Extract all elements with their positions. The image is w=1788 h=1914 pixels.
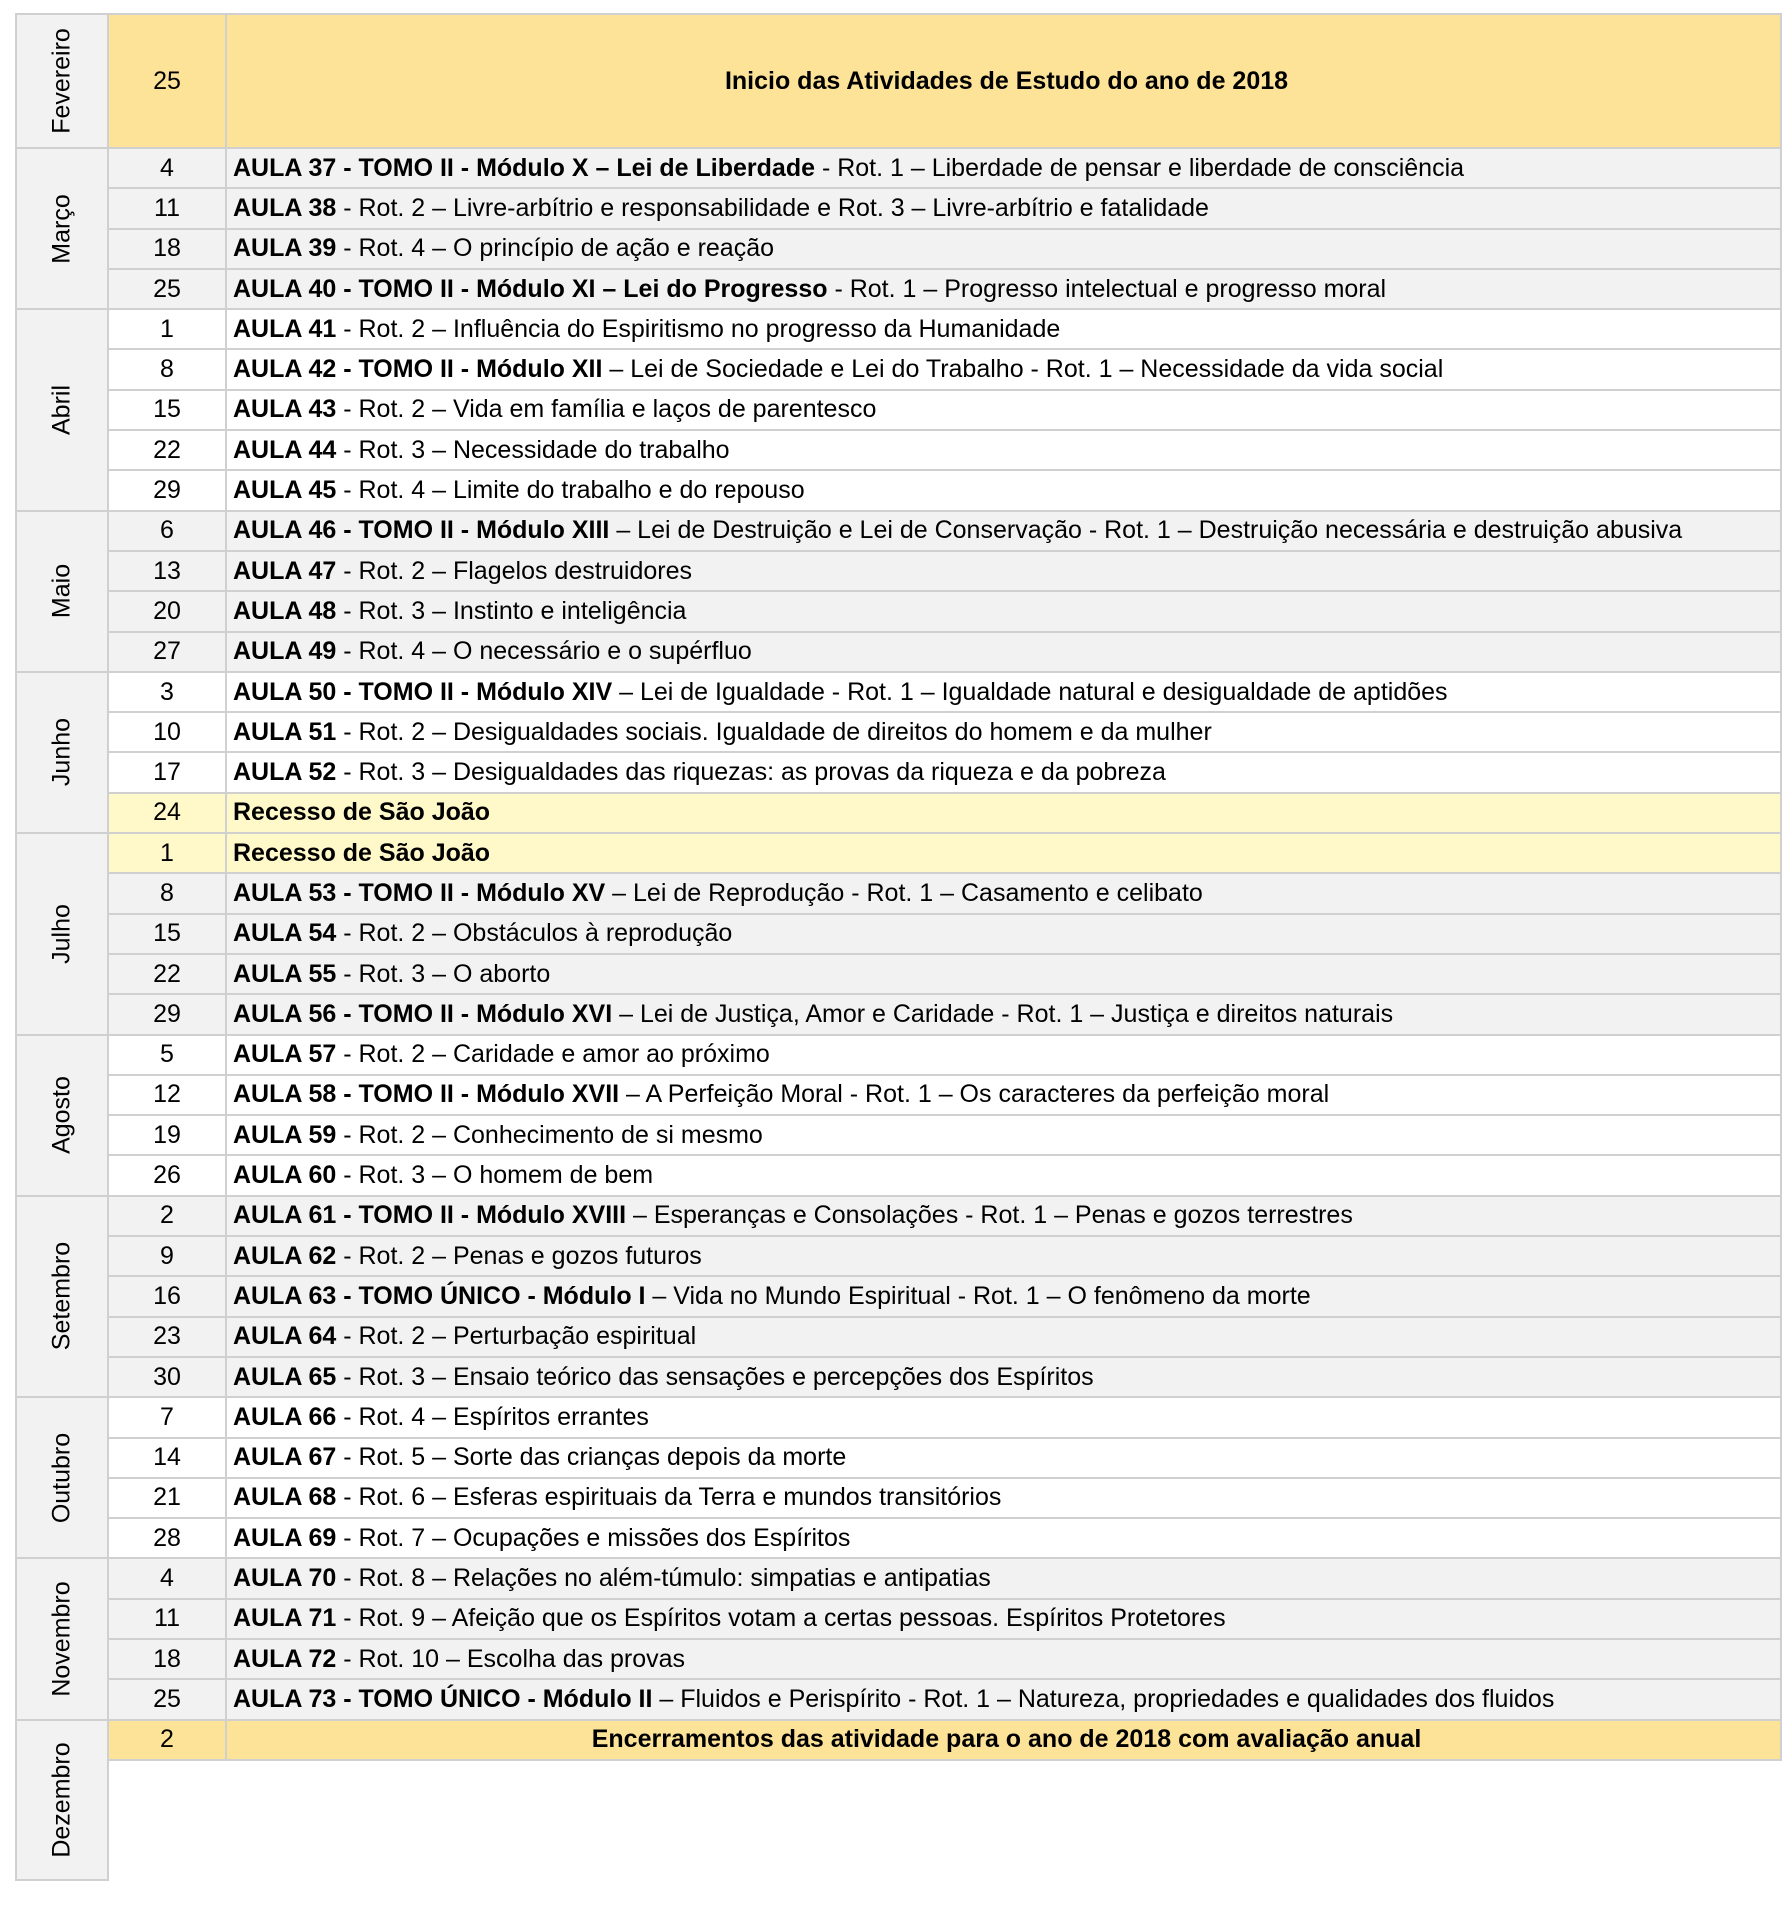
lesson-title: AULA 67 (233, 1443, 337, 1472)
table-row (16, 994, 1781, 1034)
table-row (16, 1317, 1781, 1357)
lesson-topic: - Rot. 10 – Escolha das provas (336, 1644, 686, 1673)
lesson-cell (226, 1196, 1781, 1236)
table-row (16, 1357, 1781, 1397)
lesson-topic: – Lei de Reprodução - Rot. 1 – Casamento e celibato (605, 878, 1203, 907)
lesson-topic: - Rot. 4 – O princípio de ação e reação (336, 234, 775, 263)
lesson-topic: - Rot. 3 – Ensaio teórico das sensações e percepções dos Espíritos (336, 1362, 1094, 1391)
lesson-cell (226, 793, 1781, 833)
lesson-cell (226, 1357, 1781, 1397)
lesson-cell (226, 1438, 1781, 1478)
table-row (16, 430, 1781, 470)
lesson-topic: - Rot. 2 – Desigualdades sociais. Igualdade de direitos do homem e da mulher (336, 717, 1212, 746)
lesson-title: AULA 38 (233, 193, 337, 222)
lesson-title: AULA 59 (233, 1120, 337, 1149)
lesson-topic: - Rot. 7 – Ocupações e missões dos Espíritos (336, 1523, 851, 1552)
table-row (16, 551, 1781, 591)
lesson-title: AULA 43 (233, 395, 337, 424)
lesson-topic: - Rot. 2 – Vida em família e laços de parentesco (336, 395, 877, 424)
lesson-topic: - Rot. 3 – Instinto e inteligência (336, 596, 687, 625)
lesson-topic: - Rot. 4 – O necessário e o supérfluo (336, 637, 752, 666)
lesson-topic: - Rot. 2 – Obstáculos à reprodução (336, 919, 733, 948)
lesson-cell (226, 1115, 1781, 1155)
day-cell: 22 (108, 430, 226, 470)
lesson-topic: - Rot. 5 – Sorte das crianças depois da morte (336, 1443, 847, 1472)
day-cell: 7 (108, 1397, 226, 1437)
lesson-title: AULA 66 (233, 1402, 337, 1431)
lesson-title: Recesso de São João (233, 838, 491, 867)
announcement-cell: Inicio das Atividades de Estudo do ano de 2018 (226, 14, 1781, 148)
day-cell: 4 (108, 148, 226, 188)
lesson-title: AULA 56 - TOMO II - Módulo XVI (233, 999, 613, 1028)
lesson-title: AULA 41 (233, 314, 337, 343)
table-row (16, 1478, 1781, 1518)
lesson-title: AULA 63 - TOMO ÚNICO - Módulo I (233, 1281, 646, 1310)
lesson-topic: – Lei de Sociedade e Lei do Trabalho - Rot. 1 – Necessidade da vida social (602, 355, 1444, 384)
table-row (16, 632, 1781, 672)
table-row (16, 1518, 1781, 1558)
month-label: Maio (47, 564, 76, 619)
month-cell (16, 672, 108, 833)
day-cell: 27 (108, 632, 226, 672)
month-label: Setembro (47, 1242, 76, 1351)
month-cell (16, 833, 108, 1034)
table-row (16, 833, 1781, 873)
day-cell: 29 (108, 994, 226, 1034)
day-cell: 20 (108, 591, 226, 631)
table-row (16, 1558, 1781, 1598)
lesson-topic: – Fluidos e Perispírito - Rot. 1 – Natureza, propriedades e qualidades dos fluidos (652, 1684, 1555, 1713)
lesson-topic: - Rot. 3 – O aborto (336, 959, 551, 988)
day-cell: 18 (108, 229, 226, 269)
table-row (16, 1236, 1781, 1276)
lesson-title: AULA 64 (233, 1322, 337, 1351)
blank-row (16, 1760, 1781, 1880)
lesson-title: AULA 70 (233, 1564, 337, 1593)
lesson-topic: – Esperanças e Consolações - Rot. 1 – Penas e gozos terrestres (626, 1201, 1353, 1230)
schedule-table (15, 13, 1782, 1881)
lesson-topic: - Rot. 8 – Relações no além-túmulo: simpatias e antipatias (336, 1564, 991, 1593)
table-row (16, 873, 1781, 913)
lesson-topic: - Rot. 1 – Progresso intelectual e progresso moral (827, 274, 1387, 303)
table-row (16, 188, 1781, 228)
lesson-cell (226, 551, 1781, 591)
lesson-cell (226, 994, 1781, 1034)
month-cell (16, 1196, 108, 1397)
day-cell: 29 (108, 470, 226, 510)
month-label: Abril (47, 384, 76, 435)
lesson-title: AULA 62 (233, 1241, 337, 1270)
lesson-cell (226, 591, 1781, 631)
lesson-topic: - Rot. 6 – Esferas espirituais da Terra e mundos transitórios (336, 1483, 1002, 1512)
lesson-title: AULA 42 - TOMO II - Módulo XII (233, 355, 603, 384)
day-cell: 13 (108, 551, 226, 591)
table-row (16, 954, 1781, 994)
month-label: Fevereiro (47, 28, 76, 134)
month-label: Agosto (47, 1076, 76, 1155)
lesson-cell (226, 1236, 1781, 1276)
month-cell (16, 1397, 108, 1558)
lesson-title: AULA 54 (233, 919, 337, 948)
lesson-title: AULA 44 (233, 435, 337, 464)
lesson-topic: - Rot. 3 – Desigualdades das riquezas: as provas da riqueza e da pobreza (336, 758, 1166, 787)
day-cell: 9 (108, 1236, 226, 1276)
lesson-topic: – Lei de Igualdade - Rot. 1 – Igualdade natural e desigualdade de aptidões (612, 677, 1448, 706)
table-row (16, 390, 1781, 430)
lesson-cell (226, 309, 1781, 349)
lesson-cell (226, 229, 1781, 269)
day-cell: 18 (108, 1639, 226, 1679)
lesson-cell (226, 511, 1781, 551)
month-label: Outubro (47, 1432, 76, 1523)
lesson-title: AULA 46 - TOMO II - Módulo XIII (233, 516, 610, 545)
day-cell: 11 (108, 1599, 226, 1639)
lesson-title: AULA 72 (233, 1644, 337, 1673)
table-row (16, 914, 1781, 954)
month-cell (16, 511, 108, 672)
table-row (16, 1115, 1781, 1155)
table-row (16, 1397, 1781, 1437)
table-row (16, 1599, 1781, 1639)
lesson-cell (226, 1035, 1781, 1075)
lesson-title: AULA 45 (233, 476, 337, 505)
day-cell: 10 (108, 712, 226, 752)
table-row (16, 269, 1781, 309)
day-cell: 12 (108, 1075, 226, 1115)
day-cell: 25 (108, 14, 226, 148)
day-cell: 11 (108, 188, 226, 228)
lesson-topic: – A Perfeição Moral - Rot. 1 – Os caracteres da perfeição moral (619, 1080, 1330, 1109)
lesson-cell (226, 712, 1781, 752)
day-cell: 1 (108, 309, 226, 349)
lesson-title: AULA 47 (233, 556, 337, 585)
day-cell: 8 (108, 873, 226, 913)
lesson-cell (226, 914, 1781, 954)
table-row (16, 349, 1781, 389)
table-row (16, 1639, 1781, 1679)
day-cell: 15 (108, 914, 226, 954)
lesson-title: AULA 40 - TOMO II - Módulo XI – Lei do Progresso (233, 274, 828, 303)
lesson-title: AULA 73 - TOMO ÚNICO - Módulo II (233, 1684, 653, 1713)
day-cell: 14 (108, 1438, 226, 1478)
month-cell (16, 1558, 108, 1719)
table-row (16, 470, 1781, 510)
lesson-cell (226, 1276, 1781, 1316)
day-cell: 26 (108, 1155, 226, 1195)
lesson-cell (226, 1558, 1781, 1598)
lesson-cell (226, 1478, 1781, 1518)
table-row (16, 1075, 1781, 1115)
lesson-cell (226, 390, 1781, 430)
table-row (16, 752, 1781, 792)
month-cell (16, 1035, 108, 1196)
lesson-title: AULA 60 (233, 1161, 337, 1190)
lesson-cell (226, 470, 1781, 510)
lesson-topic: - Rot. 2 – Flagelos destruidores (336, 556, 692, 585)
day-cell: 2 (108, 1196, 226, 1236)
day-cell: 19 (108, 1115, 226, 1155)
lesson-cell (226, 1679, 1781, 1719)
lesson-title: AULA 50 - TOMO II - Módulo XIV (233, 677, 613, 706)
lesson-cell (226, 1518, 1781, 1558)
lesson-cell (226, 1599, 1781, 1639)
lesson-topic: - Rot. 2 – Conhecimento de si mesmo (336, 1120, 763, 1149)
lesson-topic: - Rot. 2 – Caridade e amor ao próximo (336, 1040, 770, 1069)
lesson-topic: - Rot. 1 – Liberdade de pensar e liberdade de consciência (815, 153, 1465, 182)
lesson-cell (226, 349, 1781, 389)
lesson-title: AULA 65 (233, 1362, 337, 1391)
day-cell: 23 (108, 1317, 226, 1357)
lesson-topic: - Rot. 2 – Penas e gozos futuros (336, 1241, 702, 1270)
lesson-title: AULA 69 (233, 1523, 337, 1552)
day-cell: 8 (108, 349, 226, 389)
table-row (16, 591, 1781, 631)
lesson-title: AULA 71 (233, 1604, 337, 1633)
lesson-topic: - Rot. 3 – O homem de bem (336, 1161, 654, 1190)
lesson-title: AULA 51 (233, 717, 337, 746)
day-cell: 16 (108, 1276, 226, 1316)
lesson-cell (226, 632, 1781, 672)
lesson-cell (226, 672, 1781, 712)
lesson-topic: - Rot. 2 – Livre-arbítrio e responsabilidade e Rot. 3 – Livre-arbítrio e fatalidade (336, 193, 1209, 222)
month-label: Junho (47, 718, 76, 787)
day-cell: 28 (108, 1518, 226, 1558)
lesson-cell (226, 1317, 1781, 1357)
lesson-topic: – Lei de Justiça, Amor e Caridade - Rot. 1 – Justiça e direitos naturais (612, 999, 1394, 1028)
day-cell: 25 (108, 269, 226, 309)
lesson-cell (226, 1639, 1781, 1679)
lesson-cell (226, 269, 1781, 309)
table-row (16, 1155, 1781, 1195)
table-row (16, 148, 1781, 188)
month-label: Março (47, 193, 76, 264)
lesson-cell (226, 1075, 1781, 1115)
lesson-topic: - Rot. 9 – Afeição que os Espíritos votam a certas pessoas. Espíritos Protetores (336, 1604, 1226, 1633)
lesson-title: AULA 37 - TOMO II - Módulo X – Lei de Liberdade (233, 153, 815, 182)
table-row (16, 1438, 1781, 1478)
day-cell: 6 (108, 511, 226, 551)
lesson-title: AULA 68 (233, 1483, 337, 1512)
lesson-topic: - Rot. 4 – Limite do trabalho e do repouso (336, 476, 805, 505)
lesson-topic: – Lei de Destruição e Lei de Conservação - Rot. 1 – Destruição necessária e destruição abusiva (609, 516, 1683, 545)
day-cell: 4 (108, 1558, 226, 1598)
day-cell: 15 (108, 390, 226, 430)
lesson-topic: – Vida no Mundo Espiritual - Rot. 1 – O fenômeno da morte (645, 1281, 1311, 1310)
day-cell: 30 (108, 1357, 226, 1397)
day-cell: 21 (108, 1478, 226, 1518)
lesson-title: AULA 61 - TOMO II - Módulo XVIII (233, 1201, 627, 1230)
lesson-cell (226, 188, 1781, 228)
lesson-cell (226, 1397, 1781, 1437)
day-cell: 24 (108, 793, 226, 833)
month-cell (16, 14, 108, 148)
lesson-cell (226, 148, 1781, 188)
lesson-topic: - Rot. 4 – Espíritos errantes (336, 1402, 649, 1431)
month-cell (16, 309, 108, 510)
lesson-title: AULA 49 (233, 637, 337, 666)
month-cell (16, 148, 108, 309)
table-row (16, 229, 1781, 269)
day-cell: 3 (108, 672, 226, 712)
table-row (16, 672, 1781, 712)
lesson-title: AULA 48 (233, 596, 337, 625)
day-cell: 1 (108, 833, 226, 873)
lesson-title: AULA 53 - TOMO II - Módulo XV (233, 878, 606, 907)
table-row (16, 14, 1781, 148)
day-cell: 5 (108, 1035, 226, 1075)
lesson-title: AULA 57 (233, 1040, 337, 1069)
day-cell: 22 (108, 954, 226, 994)
table-row (16, 1679, 1781, 1719)
lesson-cell (226, 430, 1781, 470)
table-row (16, 712, 1781, 752)
announcement-cell: Encerramentos das atividade para o ano de 2018 com avaliação anual (226, 1720, 1781, 1760)
month-cell (16, 1720, 108, 1880)
month-label: Novembro (47, 1581, 76, 1697)
table-row (16, 793, 1781, 833)
table-row (16, 1035, 1781, 1075)
lesson-title: AULA 55 (233, 959, 337, 988)
lesson-cell (226, 833, 1781, 873)
table-row (16, 309, 1781, 349)
month-label: Dezembro (47, 1742, 76, 1858)
lesson-topic: - Rot. 2 – Perturbação espiritual (336, 1322, 697, 1351)
table-row (16, 1196, 1781, 1236)
day-cell: 2 (108, 1720, 226, 1760)
lesson-cell (226, 873, 1781, 913)
table-row (16, 1276, 1781, 1316)
day-cell: 25 (108, 1679, 226, 1719)
lesson-cell (226, 1155, 1781, 1195)
lesson-title: Recesso de São João (233, 798, 491, 827)
lesson-topic: - Rot. 2 – Influência do Espiritismo no progresso da Humanidade (336, 314, 1061, 343)
table-row (16, 511, 1781, 551)
month-label: Julho (47, 903, 76, 964)
day-cell: 17 (108, 752, 226, 792)
lesson-title: AULA 52 (233, 758, 337, 787)
blank-cell (108, 1760, 1781, 1880)
table-row (16, 1720, 1781, 1760)
lesson-cell (226, 954, 1781, 994)
lesson-topic: - Rot. 3 – Necessidade do trabalho (336, 435, 730, 464)
lesson-title: AULA 39 (233, 234, 337, 263)
lesson-cell (226, 752, 1781, 792)
lesson-title: AULA 58 - TOMO II - Módulo XVII (233, 1080, 620, 1109)
